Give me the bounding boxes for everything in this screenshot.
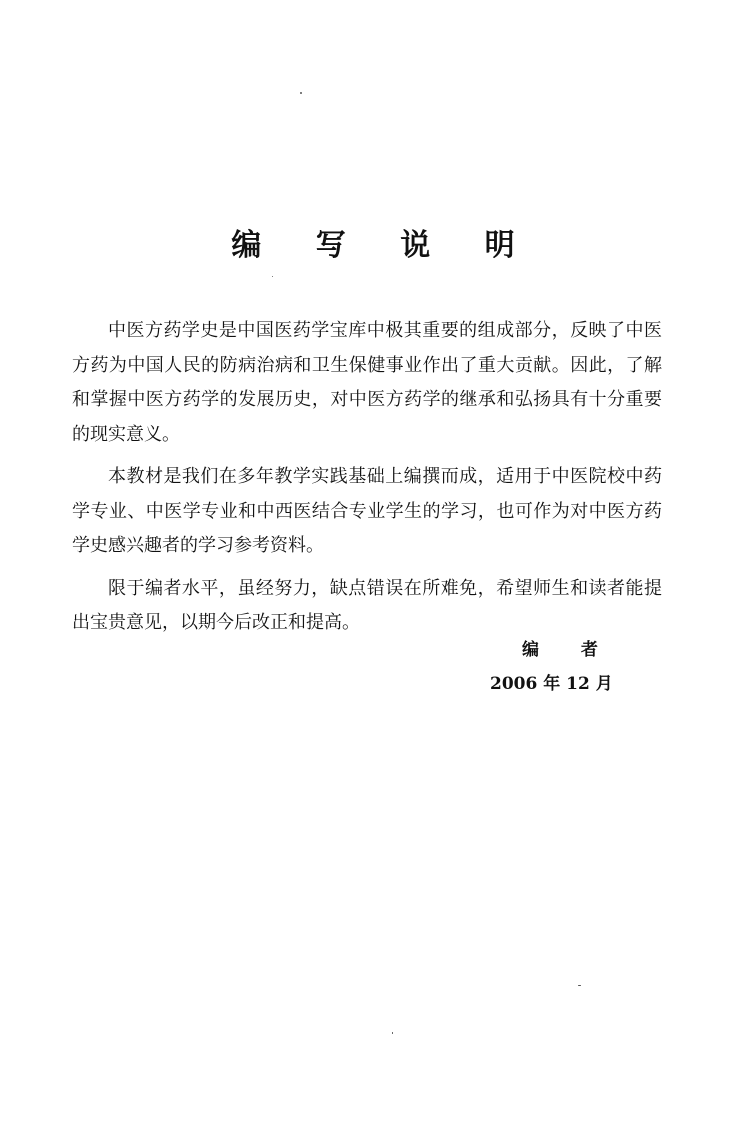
body-text: [72, 314, 662, 649]
scan-speck: [392, 1032, 393, 1034]
paragraph-significance: 中医方药学史是中国医药学宝库中极其重要的组成部分，反映了中医方药为中国人民的防病治病和卫生保健事业作出了重大贡献。因此，了解和掌握中医方药学的发展历史，对中医方药学的继承和弘扬具有十分重要的现实意义。: [72, 320, 662, 445]
paragraph-feedback: 限于编者水平，虽经努力，缺点错误在所难免，希望师生和读者能提出宝贵意见，以期今后改正和提高。: [72, 577, 662, 633]
scan-speck: [578, 985, 581, 986]
paragraph-purpose: 本教材是我们在多年教学实践基础上编撰而成，适用于中医院校中药学专业、中医学专业和中西医结合专业学生的学习，也可作为对中医方药学史感兴趣者的学习参考资料。: [72, 466, 662, 556]
scan-speck: [300, 92, 302, 94]
signature-author: 编 者: [522, 640, 616, 660]
signature-block: [470, 633, 620, 701]
scan-speck: [272, 276, 273, 277]
page-title: 编 写 说 明: [231, 228, 537, 263]
signature-date: 2006 年 12 月: [490, 674, 613, 694]
